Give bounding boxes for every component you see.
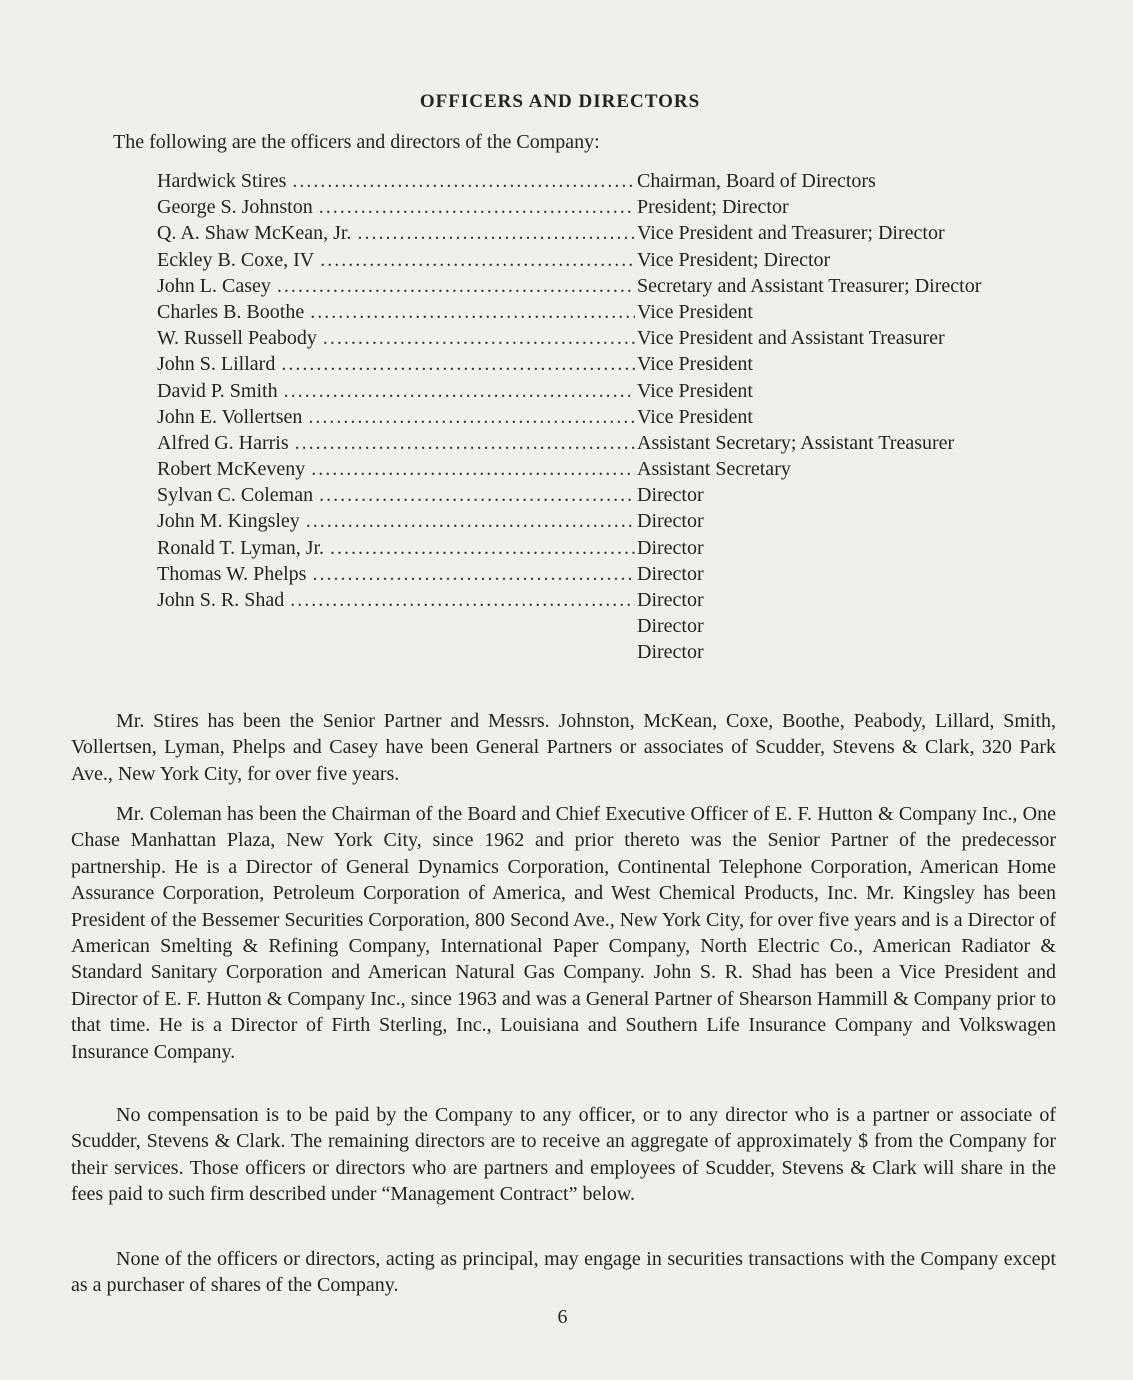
officer-row bbox=[157, 613, 1057, 639]
officer-title: Assistant Secretary; Assistant Treasurer bbox=[637, 431, 955, 454]
officer-name-cell bbox=[157, 561, 635, 587]
officer-name-cell bbox=[157, 639, 635, 665]
officer-name: John S. Lillard bbox=[157, 353, 276, 376]
officer-row bbox=[157, 639, 1057, 665]
officer-name-cell bbox=[157, 273, 635, 299]
officer-name: John S. R. Shad bbox=[157, 589, 285, 611]
officer-row bbox=[157, 194, 1057, 220]
officer-name-cell bbox=[157, 247, 635, 273]
officer-row bbox=[157, 535, 1057, 561]
officer-name-cell bbox=[157, 613, 635, 639]
officer-title: Vice President and Assistant Treasurer bbox=[637, 327, 945, 350]
officer-name: Q. A. Shaw McKean, Jr. bbox=[157, 222, 352, 245]
officer-name-cell bbox=[157, 378, 635, 404]
officer-title: Vice President bbox=[637, 405, 753, 428]
officer-row bbox=[157, 168, 1057, 194]
officer-name: Eckley B. Coxe, IV bbox=[157, 248, 315, 271]
officer-row bbox=[157, 325, 1057, 351]
officer-row bbox=[157, 299, 1057, 325]
dot-leader bbox=[306, 508, 635, 534]
officer-row bbox=[157, 404, 1057, 430]
officer-name: W. Russell Peabody bbox=[157, 327, 317, 350]
dot-leader bbox=[284, 378, 635, 404]
officer-name: Robert McKeveny bbox=[157, 458, 306, 481]
officer-row bbox=[157, 508, 1057, 534]
officer-title: Director bbox=[637, 484, 704, 507]
dot-leader bbox=[290, 587, 635, 613]
dot-leader bbox=[310, 299, 635, 325]
officer-name: Charles B. Boothe bbox=[157, 300, 305, 323]
dot-leader bbox=[330, 535, 635, 561]
officer-title: Director bbox=[637, 641, 704, 664]
officer-name: George S. Johnston bbox=[157, 196, 313, 219]
page-number: 6 bbox=[557, 1306, 568, 1328]
paragraph-securities-transactions: None of the officers or directors, acting as principal, may engage in securities transactions with the Company except as a purchaser of shares of the Company. bbox=[71, 1248, 1056, 1297]
officer-title: Vice President and Treasurer; Director bbox=[637, 222, 945, 245]
officer-name-cell bbox=[157, 351, 635, 377]
officer-row bbox=[157, 482, 1057, 508]
intro-sentence: The following are the officers and directors of the Company: bbox=[113, 131, 600, 153]
officer-name-cell bbox=[157, 325, 635, 351]
officer-row bbox=[157, 247, 1057, 273]
officer-row bbox=[157, 273, 1057, 299]
paragraph-partners: Mr. Stires has been the Senior Partner and Messrs. Johnston, McKean, Coxe, Boothe, Peabody, Lillard, Smith, Vollertsen, Lyman, Phelps and Casey have been General Partners or associates of Scudder, Stevens & Clark, 320 Park Ave., New York City, for over five years. bbox=[71, 710, 1056, 785]
officer-name: Sylvan C. Coleman bbox=[157, 484, 314, 507]
dot-leader bbox=[311, 456, 635, 482]
officer-name-cell bbox=[157, 587, 635, 613]
officer-name: John M. Kingsley bbox=[157, 510, 300, 533]
dot-leader bbox=[163, 639, 635, 665]
dot-leader bbox=[277, 273, 635, 299]
officer-name-cell bbox=[157, 535, 635, 561]
officer-title: President; Director bbox=[637, 196, 789, 219]
officer-title: Director bbox=[637, 510, 704, 533]
officer-title: Director bbox=[637, 589, 704, 611]
dot-leader bbox=[312, 561, 635, 587]
page-title: OFFICERS AND DIRECTORS bbox=[419, 91, 701, 112]
officers-directors-list bbox=[157, 168, 1057, 666]
dot-leader bbox=[163, 613, 635, 639]
officer-name: John L. Casey bbox=[157, 274, 271, 297]
officer-title: Director bbox=[637, 615, 704, 638]
dot-leader bbox=[295, 430, 635, 456]
paragraph-compensation: No compensation is to be paid by the Company to any officer, or to any director who is a partner or associate of Scudder, Stevens & Clark. The remaining directors are to receive an aggregate of approximately $ from the Company for their services. Those officers or directors who are partners and employees of Scudder, Stevens & Clark will share in the fees paid to such firm described under “Management Contract” below. bbox=[71, 1104, 1056, 1206]
dot-leader bbox=[281, 351, 635, 377]
officer-row bbox=[157, 220, 1057, 246]
officer-row bbox=[157, 351, 1057, 377]
officer-title: Vice President bbox=[637, 379, 753, 402]
officer-name-cell bbox=[157, 508, 635, 534]
officer-name-cell bbox=[157, 456, 635, 482]
officer-name-cell bbox=[157, 299, 635, 325]
officer-name-cell bbox=[157, 430, 635, 456]
dot-leader bbox=[320, 247, 635, 273]
officer-title: Chairman, Board of Directors bbox=[637, 170, 876, 192]
officer-row bbox=[157, 378, 1057, 404]
officer-name: Ronald T. Lyman, Jr. bbox=[157, 536, 325, 559]
officer-name: Hardwick Stires bbox=[157, 170, 287, 192]
officer-name-cell bbox=[157, 220, 635, 246]
officer-title: Secretary and Assistant Treasurer; Director bbox=[637, 274, 982, 297]
officer-title: Vice President; Director bbox=[637, 248, 831, 271]
officer-name: John E. Vollertsen bbox=[157, 405, 303, 428]
dot-leader bbox=[357, 220, 635, 246]
officer-name: David P. Smith bbox=[157, 379, 278, 402]
officer-row bbox=[157, 587, 1057, 613]
officer-name-cell bbox=[157, 168, 635, 194]
officer-title: Assistant Secretary bbox=[637, 458, 791, 481]
dot-leader bbox=[319, 482, 635, 508]
officer-name: Thomas W. Phelps bbox=[157, 562, 307, 585]
paragraph-director-biographies: Mr. Coleman has been the Chairman of the Board and Chief Executive Officer of E. F. Hutton & Company Inc., One Chase Manhattan Plaza, New York City, since 1962 and prior thereto was the Senior Partner of the predecessor partnership. He is a Director of General Dynamics Corporation, Continental Telephone Corporation, American Home Assurance Corporation, Petroleum Corporation of America, and West Chemical Products, Inc. Mr. Kingsley has been President of the Bessemer Securities Corporation, 800 Second Ave., New York City, for over five years and is a Director of American Smelting & Refining Company, International Paper Company, North Electric Co., American Radiator & Standard Sanitary Corporation and American Natural Gas Company. John S. R. Shad has been a Vice President and Director of E. F. Hutton & Company Inc., since 1963 and was a General Partner of Shearson Hammill & Company prior to that time. He is a Director of Firth Sterling, Inc., Louisiana and Southern Life Insurance Company and Volkswagen Insurance Company. bbox=[71, 803, 1056, 1063]
dot-leader bbox=[323, 325, 635, 351]
officer-name-cell bbox=[157, 482, 635, 508]
dot-leader bbox=[292, 168, 635, 194]
officer-row bbox=[157, 561, 1057, 587]
officer-name: Alfred G. Harris bbox=[157, 431, 289, 454]
dot-leader bbox=[319, 194, 635, 220]
officer-title: Director bbox=[637, 536, 704, 559]
officer-row bbox=[157, 456, 1057, 482]
dot-leader bbox=[308, 404, 635, 430]
officer-title: Vice President bbox=[637, 353, 753, 376]
officer-name-cell bbox=[157, 404, 635, 430]
officer-row bbox=[157, 430, 1057, 456]
officer-title: Vice President bbox=[637, 300, 753, 323]
officer-title: Director bbox=[637, 562, 704, 585]
officer-name-cell bbox=[157, 194, 635, 220]
